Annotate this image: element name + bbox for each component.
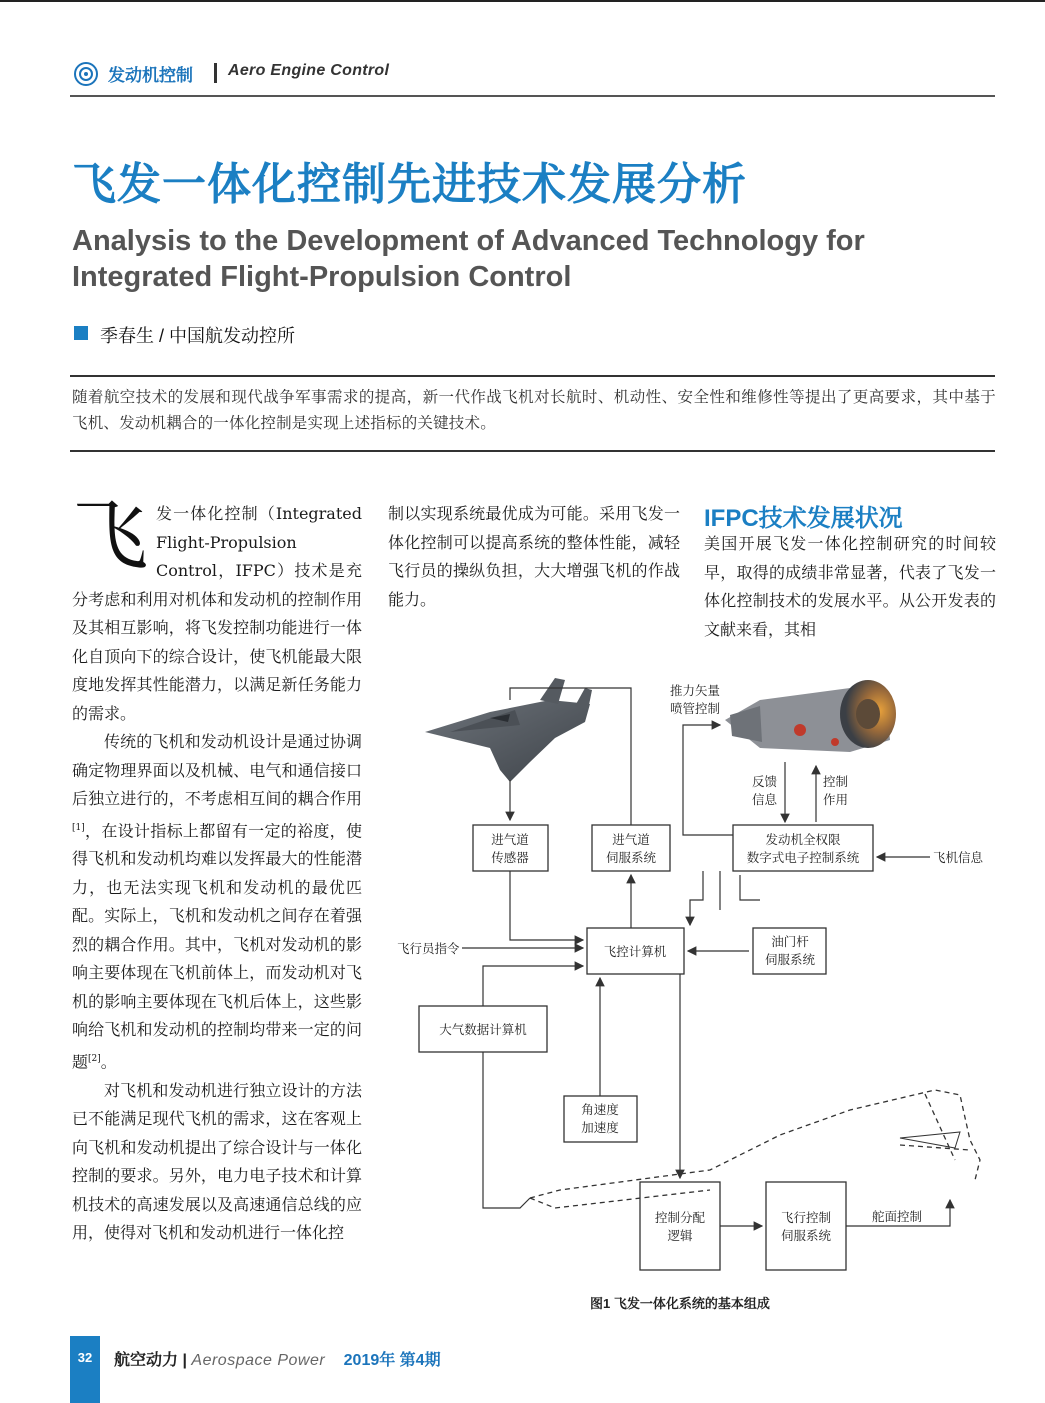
fadec-label-2: 数字式电子控制系统 [746, 850, 860, 865]
inlet-servo-label-2: 伺服系统 [605, 850, 657, 865]
inlet-servo-label-1: 进气道 [612, 832, 650, 847]
header-divider [70, 95, 995, 97]
fighter-jet-image [425, 678, 592, 782]
throttle-servo-label-1: 油门杆 [771, 934, 809, 949]
feedback-label-2: 信息 [752, 792, 778, 807]
paragraph-3: 对飞机和发动机进行独立设计的方法已不能满足现代飞机的需求，这在客观上向飞机和发动机提出了综合设计与一体化控制的要求。另外，电力电子技术和计算机技术的高速发展以及高速通信总线的应用，使得对飞机和发动机进行一体化控 [72, 1080, 362, 1243]
body-column-3: 美国开展飞发一体化控制研究的时间较早，取得的成绩非常显著，代表了飞发一体化控制技术的发展水平。从公开发表的文献来看，其相 [704, 534, 996, 639]
abstract: 随着航空技术的发展和现代战争军事需求的提高，新一代作战飞机对长航时、机动性、安全性和维修性等提出了更高要求，其中基于飞机、发动机耦合的一体化控制是实现上述指标的关键技术。 [72, 389, 996, 432]
surface-control-label: 舵面控制 [872, 1209, 923, 1224]
journal-name-en: Aerospace Power [191, 1352, 326, 1369]
reference-2[interactable]: [2] [88, 1053, 101, 1064]
section-title-cn: 发动机控制 [108, 66, 193, 85]
flight-servo-label-2: 伺服系统 [780, 1228, 832, 1243]
author-line: 季春生 / 中国航发动控所 [100, 326, 296, 346]
feedback-label-1: 反馈 [752, 774, 778, 789]
thrust-vector-label-1: 推力矢量 [670, 683, 721, 698]
body-column-2: 制以实现系统最优成为可能。采用飞发一体化控制可以提高系统的整体性能，减轻飞行员的操纵负担，大大增强飞机的作战能力。 [388, 504, 680, 609]
top-border [0, 0, 1045, 2]
ifpc-diagram [380, 670, 1000, 1280]
footer-bar [70, 1336, 100, 1403]
body-column-1 [72, 491, 362, 1248]
reference-1[interactable]: [1] [72, 822, 85, 833]
paragraph-2-part-a: 传统的飞机和发动机设计是通过协调确定物理界面以及机械、电气和通信接口后独立进行的，不考虑相互间的耦合作用 [72, 732, 362, 808]
angular-rate-label-1: 角速度 [581, 1102, 619, 1117]
journal-issue: 2019年 第4期 [343, 1352, 441, 1369]
control-allocation-label-1: 控制分配 [654, 1210, 706, 1225]
aircraft-info-label: 飞机信息 [933, 850, 984, 865]
engine-image [725, 680, 896, 752]
pilot-command-label: 飞行员指令 [397, 941, 460, 956]
author-marker [74, 326, 88, 340]
article-title-en: Analysis to the Development of Advanced Technology for Integrated Flight-Propulsion Control [72, 225, 865, 293]
control-allocation-label-2: 逻辑 [667, 1228, 693, 1243]
footer-journal [114, 1347, 441, 1370]
drop-cap: 飞 [72, 491, 148, 580]
fadec-label-1: 发动机全权限 [765, 832, 841, 847]
paragraph-2 [72, 728, 362, 1077]
figure-caption: 图1 飞发一体化系统的基本组成 [590, 1296, 770, 1311]
paragraph-2-part-b: ，在设计指标上都留有一定的裕度，使得飞机和发动机均难以发挥最大的性能潜力，也无法实现飞机和发动机的最优匹配。实际上，飞机和发动机之间存在着强烈的耦合作用。其中，飞机对发动机的影响主要体现在飞机前体上，而发动机对飞机的影响主要体现在飞机后体上，这些影响给飞机和发动机的控制均带来一定的问题 [72, 820, 362, 1072]
flight-computer-label: 飞控计算机 [603, 944, 667, 959]
section-logo-icon [74, 62, 98, 86]
section-title-en: Aero Engine Control [228, 62, 390, 79]
control-action-label-1: 控制 [823, 774, 849, 789]
abstract-top-rule [70, 375, 995, 377]
article-title-cn: 飞发一体化控制先进技术发展分析 [72, 160, 747, 209]
control-action-label-2: 作用 [823, 792, 849, 807]
section-separator [214, 63, 217, 83]
journal-name-cn: 航空动力 [114, 1352, 179, 1369]
abstract-bottom-rule [70, 450, 995, 452]
paragraph-1: 发一体化控制（Integrated Flight-Propulsion Control，IFPC）技术是充分考虑和利用对机体和发动机的控制作用及其相互影响，将飞发控制功能进行一体化自顶向下的综合设计，使飞机能最大限度地发挥其性能潜力，以满足新任务能力的需求。 [72, 504, 362, 723]
throttle-servo-label-2: 伺服系统 [764, 952, 816, 967]
air-data-computer-label: 大气数据计算机 [439, 1022, 527, 1037]
thrust-vector-label-2: 喷管控制 [670, 701, 721, 716]
paragraph-2-part-c: 。 [100, 1052, 117, 1072]
angular-rate-label-2: 加速度 [581, 1120, 619, 1135]
flight-servo-label-1: 飞行控制 [780, 1210, 832, 1225]
inlet-sensor-label-2: 传感器 [491, 850, 529, 865]
page-number: 32 [77, 1350, 93, 1365]
inlet-sensor-label-1: 进气道 [491, 832, 529, 847]
section-heading: IFPC技术发展状况 [704, 505, 903, 532]
journal-separator: | [182, 1352, 192, 1369]
